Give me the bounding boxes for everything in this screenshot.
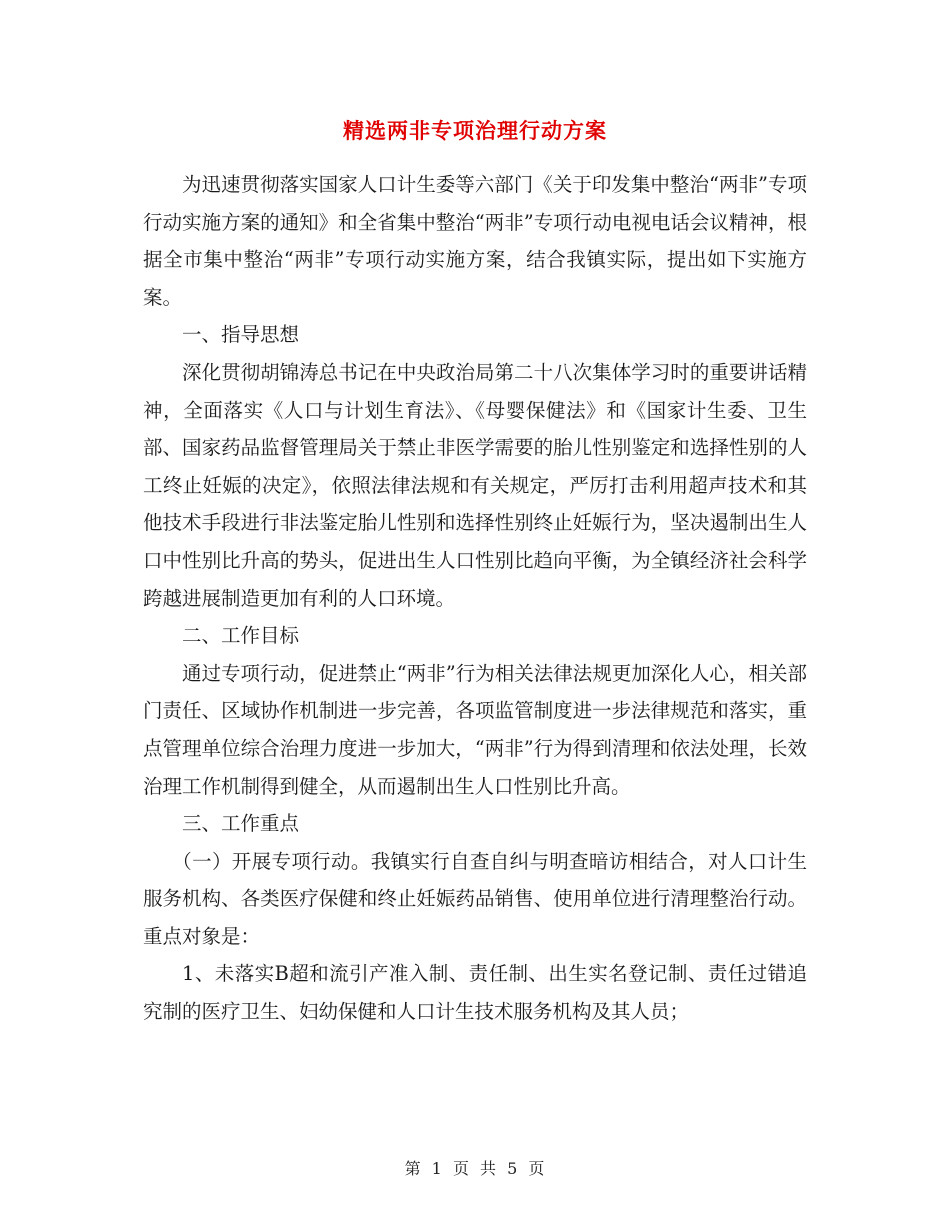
page-number-footer: 第 1 页 共 5 页 (404, 1159, 546, 1178)
special-action-paragraph: （一）开展专项行动。我镇实行自查自纠与明查暗访相结合，对人口计生服务机构、各类医疗保健和终止妊娠药品销售、使用单位进行清理整治行动。重点对象是： (143, 849, 807, 948)
guiding-thought-paragraph: 深化贯彻胡锦涛总书记在中央政治局第二十八次集体学习时的重要讲话精神，全面落实《人口与计划生育法》、《母婴保健法》和《国家计生委、卫生部、国家药品监督管理局关于禁止非医学需要的胎儿性别鉴定和选择性别的人工终止妊娠的决定》，依照法律法规和有关规定，严厉打击利用超声技术和其他技术手段进行非法鉴定胎儿性别和选择性别终止妊娠行为，坚决遏制出生人口中性别比升高的势头，促进出生人口性别比趋向平衡，为全镇经济社会科学跨越进展制造更加有利的人口环境。 (143, 360, 807, 610)
section-heading-work-goals: 二、工作目标 (182, 624, 300, 648)
document-body (143, 166, 807, 1031)
key-target-item-1: 1、未落实B超和流引产准入制、责任制、出生实名登记制、责任过错追究制的医疗卫生、妇幼保健和人口计生技术服务机构及其人员； (143, 962, 807, 1024)
section-heading-guiding-thought: 一、指导思想 (182, 323, 300, 347)
work-goals-paragraph: 通过专项行动，促进禁止“两非”行为相关法律法规更加深化人心，相关部门责任、区域协作机制进一步完善，各项监管制度进一步法律规范和落实，重点管理单位综合治理力度进一步加大，“两非”行为得到清理和依法处理，长效治理工作机制得到健全，从而遏制出生人口性别比升高。 (143, 661, 807, 798)
section-heading-work-focus: 三、工作重点 (182, 812, 300, 836)
intro-paragraph: 为迅速贯彻落实国家人口计生委等六部门《关于印发集中整治“两非”专项行动实施方案的通知》和全省集中整治“两非”专项行动电视电话会议精神，根据全市集中整治“两非”专项行动实施方案，结合我镇实际，提出如下实施方案。 (143, 173, 807, 309)
document-title: 精选两非专项治理行动方案 (343, 119, 607, 143)
